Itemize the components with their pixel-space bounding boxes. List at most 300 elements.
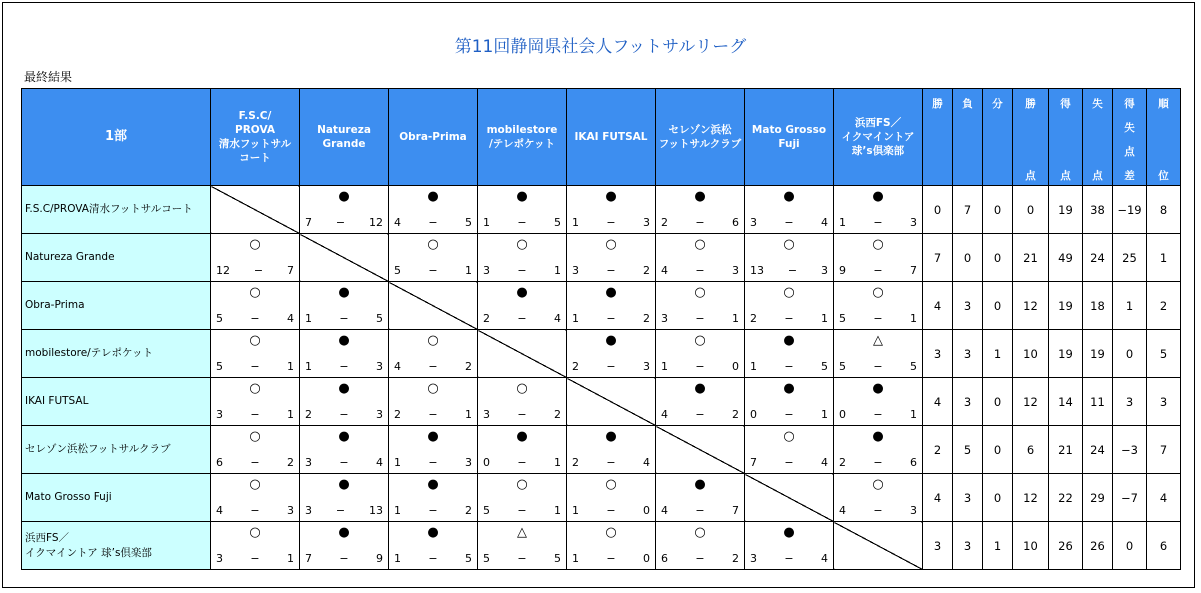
stat-value: 12 (1013, 474, 1049, 522)
score-for: 7 (750, 456, 757, 469)
stat-value: 3 (1147, 378, 1181, 426)
stat-header-char: 差 (1124, 170, 1135, 182)
stat-value: 8 (1147, 186, 1181, 234)
score-against: 1 (554, 504, 561, 517)
score-against: 3 (376, 408, 383, 421)
match-score (300, 552, 388, 565)
stat-header-chars (1083, 89, 1112, 183)
score-for: 4 (394, 216, 401, 229)
match-score (656, 312, 744, 325)
draw-mark-icon: △ (517, 525, 527, 540)
score-separator: − (250, 456, 260, 469)
stat-value: −3 (1113, 426, 1147, 474)
loss-mark-icon: ● (427, 525, 439, 540)
match-score (656, 408, 744, 421)
match-result-cell (478, 186, 567, 234)
score-against: 5 (910, 360, 917, 373)
score-for: 7 (305, 216, 312, 229)
match-result-cell (567, 282, 656, 330)
score-for: 5 (394, 264, 401, 277)
table-row (22, 234, 1181, 282)
column-header-team: 浜西FS／ イクマイントア 球’s倶楽部 (834, 89, 923, 186)
score-for: 5 (839, 312, 846, 325)
self-match-cell (389, 282, 478, 330)
win-mark-icon: ○ (249, 285, 261, 300)
score-for: 1 (305, 312, 312, 325)
match-result-cell (745, 234, 834, 282)
match-result-cell (389, 330, 478, 378)
match-result-cell (834, 426, 923, 474)
loss-mark-icon: ● (605, 189, 617, 204)
match-result-cell (834, 234, 923, 282)
score-for: 1 (572, 552, 579, 565)
table-row (22, 426, 1181, 474)
loss-mark-icon: ● (872, 381, 884, 396)
match-result-cell (834, 330, 923, 378)
score-against: 3 (910, 216, 917, 229)
stat-value: 10 (1013, 522, 1049, 570)
match-score (211, 408, 299, 421)
score-against: 4 (376, 456, 383, 469)
score-separator: − (250, 504, 260, 517)
match-result-cell (389, 426, 478, 474)
score-separator: − (606, 504, 616, 517)
score-against: 3 (643, 216, 650, 229)
match-result-cell (211, 282, 300, 330)
match-score (478, 504, 566, 517)
match-score (567, 504, 655, 517)
stat-value: 38 (1083, 186, 1113, 234)
loss-mark-icon: ● (783, 189, 795, 204)
stat-value: 21 (1013, 234, 1049, 282)
match-score (211, 360, 299, 373)
score-against: 1 (465, 264, 472, 277)
match-score (300, 504, 388, 517)
score-against: 13 (369, 504, 383, 517)
win-mark-icon: ○ (249, 477, 261, 492)
column-header-stat (1083, 89, 1113, 186)
win-mark-icon: ○ (249, 381, 261, 396)
stat-value: 12 (1013, 282, 1049, 330)
match-score (567, 264, 655, 277)
stat-header-char: 分 (992, 98, 1003, 110)
score-for: 2 (572, 360, 579, 373)
match-score (834, 456, 922, 469)
row-team-name: Natureza Grande (22, 234, 211, 282)
score-for: 5 (483, 552, 490, 565)
score-separator: − (517, 264, 527, 277)
match-score (211, 504, 299, 517)
stat-header-char: 失 (1092, 98, 1103, 110)
match-score (834, 312, 922, 325)
stat-value: 0 (953, 234, 983, 282)
stat-header-chars (923, 89, 952, 183)
match-score (834, 264, 922, 277)
match-result-cell (656, 378, 745, 426)
score-against: 5 (465, 216, 472, 229)
loss-mark-icon: ● (338, 525, 350, 540)
match-score (300, 456, 388, 469)
score-separator: − (784, 456, 794, 469)
match-result-cell (211, 426, 300, 474)
score-separator: − (339, 312, 349, 325)
row-team-name: F.S.C/PROVA清水フットサルコート (22, 186, 211, 234)
score-for: 3 (750, 552, 757, 565)
match-result-cell (211, 234, 300, 282)
column-header-team: mobilestore /テレポケット (478, 89, 567, 186)
stat-value: 49 (1049, 234, 1083, 282)
stat-value: 0 (923, 186, 953, 234)
score-against: 1 (554, 456, 561, 469)
score-against: 4 (821, 456, 828, 469)
match-score (567, 456, 655, 469)
match-score (300, 312, 388, 325)
win-mark-icon: ○ (516, 381, 528, 396)
stat-value: 1 (983, 522, 1013, 570)
score-for: 3 (572, 264, 579, 277)
win-mark-icon: ○ (783, 285, 795, 300)
column-header-team: Natureza Grande (300, 89, 389, 186)
score-against: 3 (465, 456, 472, 469)
loss-mark-icon: ● (516, 285, 528, 300)
loss-mark-icon: ● (872, 189, 884, 204)
match-result-cell (745, 522, 834, 570)
loss-mark-icon: ● (694, 189, 706, 204)
score-against: 2 (287, 456, 294, 469)
match-score (300, 216, 388, 229)
score-against: 1 (821, 312, 828, 325)
score-separator: − (784, 216, 794, 229)
score-against: 0 (643, 552, 650, 565)
score-against: 3 (287, 504, 294, 517)
score-separator: − (339, 360, 349, 373)
match-result-cell (300, 186, 389, 234)
loss-mark-icon: ● (338, 477, 350, 492)
match-score (745, 216, 833, 229)
score-for: 1 (483, 216, 490, 229)
stat-value: 22 (1049, 474, 1083, 522)
score-for: 4 (661, 504, 668, 517)
stat-value: −19 (1113, 186, 1147, 234)
column-header-stat (1013, 89, 1049, 186)
match-result-cell (300, 378, 389, 426)
win-mark-icon: ○ (605, 237, 617, 252)
stat-value: −7 (1113, 474, 1147, 522)
score-separator: − (517, 312, 527, 325)
row-team-name: mobilestore/テレポケット (22, 330, 211, 378)
match-score (300, 360, 388, 373)
score-for: 6 (661, 552, 668, 565)
stat-value: 3 (953, 282, 983, 330)
stat-value: 19 (1049, 282, 1083, 330)
match-score (745, 312, 833, 325)
score-against: 12 (369, 216, 383, 229)
loss-mark-icon: ● (605, 285, 617, 300)
score-for: 12 (216, 264, 230, 277)
stat-value: 1 (983, 330, 1013, 378)
score-against: 1 (465, 408, 472, 421)
score-separator: − (428, 360, 438, 373)
score-against: 5 (465, 552, 472, 565)
score-against: 4 (287, 312, 294, 325)
score-against: 0 (732, 360, 739, 373)
match-score (389, 360, 477, 373)
score-for: 6 (216, 456, 223, 469)
match-score (567, 360, 655, 373)
table-row (22, 522, 1181, 570)
score-separator: − (517, 552, 527, 565)
score-separator: − (250, 312, 260, 325)
score-against: 7 (732, 504, 739, 517)
stat-value: 3 (953, 330, 983, 378)
page-title: 第11回静岡県社会人フットサルリーグ (454, 37, 747, 57)
score-against: 1 (287, 360, 294, 373)
score-separator: − (339, 408, 349, 421)
loss-mark-icon: ● (783, 381, 795, 396)
column-header-stat (953, 89, 983, 186)
score-against: 2 (643, 312, 650, 325)
score-against: 1 (732, 312, 739, 325)
score-separator: − (517, 504, 527, 517)
score-against: 1 (287, 408, 294, 421)
column-header-stat (983, 89, 1013, 186)
score-separator: − (784, 552, 794, 565)
score-for: 1 (305, 360, 312, 373)
loss-mark-icon: ● (694, 477, 706, 492)
row-team-name: セレゾン浜松フットサルクラブ (22, 426, 211, 474)
match-result-cell (478, 426, 567, 474)
stat-value: 11 (1083, 378, 1113, 426)
score-for: 1 (839, 216, 846, 229)
score-separator: − (250, 408, 260, 421)
match-score (389, 216, 477, 229)
stat-value: 5 (1147, 330, 1181, 378)
score-separator: − (787, 264, 798, 277)
column-header-stat (1113, 89, 1147, 186)
score-separator: − (606, 312, 616, 325)
score-for: 3 (305, 456, 312, 469)
score-against: 5 (554, 216, 561, 229)
match-score (567, 216, 655, 229)
match-score (389, 504, 477, 517)
win-mark-icon: ○ (605, 477, 617, 492)
loss-mark-icon: ● (694, 381, 706, 396)
score-against: 0 (643, 504, 650, 517)
score-separator: − (873, 264, 883, 277)
win-mark-icon: ○ (872, 285, 884, 300)
stat-value: 1 (1113, 282, 1147, 330)
match-score (745, 264, 833, 277)
table-row (22, 330, 1181, 378)
table-row (22, 378, 1181, 426)
score-for: 3 (750, 216, 757, 229)
score-for: 2 (839, 456, 846, 469)
match-score (389, 552, 477, 565)
match-score (478, 216, 566, 229)
table-row (22, 282, 1181, 330)
score-against: 4 (554, 312, 561, 325)
column-header-stat (1049, 89, 1083, 186)
win-mark-icon: ○ (516, 477, 528, 492)
score-for: 0 (750, 408, 757, 421)
match-result-cell (300, 282, 389, 330)
match-score (211, 312, 299, 325)
match-result-cell (567, 426, 656, 474)
match-score (211, 456, 299, 469)
loss-mark-icon: ● (338, 333, 350, 348)
score-for: 3 (661, 312, 668, 325)
win-mark-icon: ○ (694, 237, 706, 252)
win-mark-icon: ○ (427, 333, 439, 348)
win-mark-icon: ○ (694, 285, 706, 300)
stat-value: 4 (923, 474, 953, 522)
score-for: 4 (661, 264, 668, 277)
score-separator: − (335, 216, 346, 229)
score-separator: − (695, 408, 705, 421)
match-result-cell (478, 234, 567, 282)
score-separator: − (250, 552, 260, 565)
score-for: 2 (305, 408, 312, 421)
loss-mark-icon: ● (605, 333, 617, 348)
match-score (567, 552, 655, 565)
match-score (300, 408, 388, 421)
score-against: 2 (643, 264, 650, 277)
stat-value: 19 (1083, 330, 1113, 378)
score-against: 1 (910, 408, 917, 421)
corner-header: 1部 (22, 89, 211, 186)
score-for: 1 (572, 504, 579, 517)
score-separator: − (606, 360, 616, 373)
draw-mark-icon: △ (873, 333, 883, 348)
match-result-cell (745, 186, 834, 234)
match-result-cell (389, 378, 478, 426)
match-score (478, 552, 566, 565)
score-for: 5 (216, 360, 223, 373)
score-against: 3 (910, 504, 917, 517)
score-for: 0 (839, 408, 846, 421)
match-score (389, 456, 477, 469)
win-mark-icon: ○ (249, 525, 261, 540)
stat-header-char: 負 (962, 98, 973, 110)
header-row (22, 89, 1181, 186)
match-result-cell (211, 330, 300, 378)
stat-value: 6 (1013, 426, 1049, 474)
stat-header-chars (1049, 89, 1082, 183)
stat-header-char: 点 (1025, 170, 1036, 182)
stat-value: 29 (1083, 474, 1113, 522)
score-separator: − (428, 408, 438, 421)
score-separator: − (339, 552, 349, 565)
match-result-cell (745, 426, 834, 474)
row-team-name: Obra-Prima (22, 282, 211, 330)
match-score (745, 360, 833, 373)
stat-value: 4 (923, 282, 953, 330)
match-result-cell (389, 474, 478, 522)
match-score (478, 408, 566, 421)
score-against: 1 (287, 552, 294, 565)
match-score (745, 456, 833, 469)
match-score (745, 552, 833, 565)
match-result-cell (211, 378, 300, 426)
loss-mark-icon: ● (605, 429, 617, 444)
match-result-cell (478, 378, 567, 426)
score-for: 5 (216, 312, 223, 325)
stat-value: 0 (983, 186, 1013, 234)
loss-mark-icon: ● (427, 429, 439, 444)
score-separator: − (784, 360, 794, 373)
stat-value: 3 (953, 378, 983, 426)
win-mark-icon: ○ (872, 477, 884, 492)
match-result-cell (567, 186, 656, 234)
score-separator: − (695, 264, 705, 277)
match-score (656, 264, 744, 277)
score-against: 7 (910, 264, 917, 277)
self-match-cell (300, 234, 389, 282)
stat-value: 6 (1147, 522, 1181, 570)
stat-value: 1 (1147, 234, 1181, 282)
self-match-cell (745, 474, 834, 522)
score-separator: − (428, 216, 438, 229)
score-separator: − (873, 216, 883, 229)
match-result-cell (834, 282, 923, 330)
loss-mark-icon: ● (872, 429, 884, 444)
score-for: 3 (483, 264, 490, 277)
score-for: 2 (661, 216, 668, 229)
score-against: 6 (910, 456, 917, 469)
win-mark-icon: ○ (872, 237, 884, 252)
match-result-cell (478, 522, 567, 570)
score-for: 1 (394, 552, 401, 565)
score-for: 9 (839, 264, 846, 277)
score-separator: − (695, 552, 705, 565)
score-separator: − (606, 264, 616, 277)
stat-value: 0 (983, 474, 1013, 522)
self-match-cell (834, 522, 923, 570)
score-separator: − (695, 504, 705, 517)
score-against: 4 (643, 456, 650, 469)
stat-value: 3 (953, 522, 983, 570)
stat-header-char: 点 (1092, 170, 1103, 182)
match-score (389, 408, 477, 421)
stat-value: 25 (1113, 234, 1147, 282)
score-against: 4 (821, 216, 828, 229)
score-against: 3 (376, 360, 383, 373)
match-result-cell (745, 282, 834, 330)
stat-header-char: 点 (1060, 170, 1071, 182)
self-match-cell (567, 378, 656, 426)
stat-value: 3 (1113, 378, 1147, 426)
match-score (834, 504, 922, 517)
stat-value: 10 (1013, 330, 1049, 378)
score-separator: − (873, 504, 883, 517)
stat-value: 2 (1147, 282, 1181, 330)
score-for: 3 (216, 408, 223, 421)
score-against: 9 (376, 552, 383, 565)
score-separator: − (784, 408, 794, 421)
row-team-name: IKAI FUTSAL (22, 378, 211, 426)
score-for: 4 (661, 408, 668, 421)
loss-mark-icon: ● (338, 189, 350, 204)
match-result-cell (211, 474, 300, 522)
stat-value: 3 (923, 522, 953, 570)
score-against: 3 (821, 264, 828, 277)
win-mark-icon: ○ (605, 525, 617, 540)
match-result-cell (745, 330, 834, 378)
win-mark-icon: ○ (249, 429, 261, 444)
score-separator: − (428, 264, 438, 277)
stat-header-char: 位 (1158, 170, 1169, 182)
match-result-cell (567, 474, 656, 522)
